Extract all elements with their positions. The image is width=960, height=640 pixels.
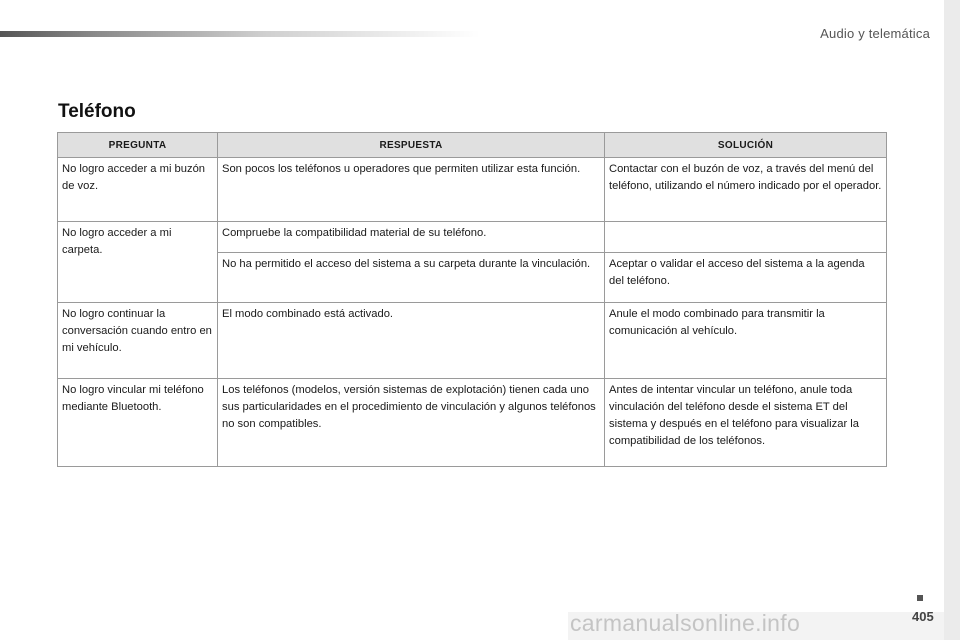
table-row <box>58 158 887 222</box>
answer-cell: Son pocos los teléfonos u operadores que permiten utilizar esta función. <box>218 158 605 222</box>
answer-cell: Los teléfonos (modelos, versión sistemas de explotación) tienen cada uno sus particularidades en el procedimiento de vinculación y algunos teléfonos no son compatibles. <box>218 379 605 467</box>
watermark-text: carmanualsonline.info <box>570 610 801 636</box>
header-question: PREGUNTA <box>58 133 218 158</box>
header-answer: RESPUESTA <box>218 133 605 158</box>
answer-cell: Compruebe la compatibilidad material de su teléfono. <box>218 222 605 253</box>
question-cell: No logro vincular mi teléfono mediante Bluetooth. <box>58 379 218 467</box>
question-cell: No logro acceder a mi carpeta. <box>58 222 218 303</box>
solution-cell: Antes de intentar vincular un teléfono, anule toda vinculación del teléfono desde el sistema ET del sistema y después en el teléfono para visualizar la compatibilidad de los teléfonos. <box>605 379 887 467</box>
question-cell: No logro continuar la conversación cuando entro en mi vehículo. <box>58 303 218 379</box>
faq-table <box>57 132 887 467</box>
question-cell: No logro acceder a mi buzón de voz. <box>58 158 218 222</box>
answer-cell: No ha permitido el acceso del sistema a su carpeta durante la vinculación. <box>218 253 605 303</box>
solution-cell: Anule el modo combinado para transmitir la comunicación al vehículo. <box>605 303 887 379</box>
page-number: 405 <box>912 609 934 624</box>
page-edge-strip <box>944 0 960 640</box>
header-gradient-bar <box>0 31 480 37</box>
header-solution: SOLUCIÓN <box>605 133 887 158</box>
solution-cell <box>605 222 887 253</box>
page-marker-square <box>917 595 923 601</box>
section-label: Audio y telemática <box>820 26 930 41</box>
solution-cell: Aceptar o validar el acceso del sistema a la agenda del teléfono. <box>605 253 887 303</box>
table-header-row <box>58 133 887 158</box>
solution-cell: Contactar con el buzón de voz, a través del menú del teléfono, utilizando el número indicado por el operador. <box>605 158 887 222</box>
table-row <box>58 222 887 253</box>
page-title: Teléfono <box>58 101 136 122</box>
table-row <box>58 379 887 467</box>
answer-cell: El modo combinado está activado. <box>218 303 605 379</box>
table-row <box>58 303 887 379</box>
